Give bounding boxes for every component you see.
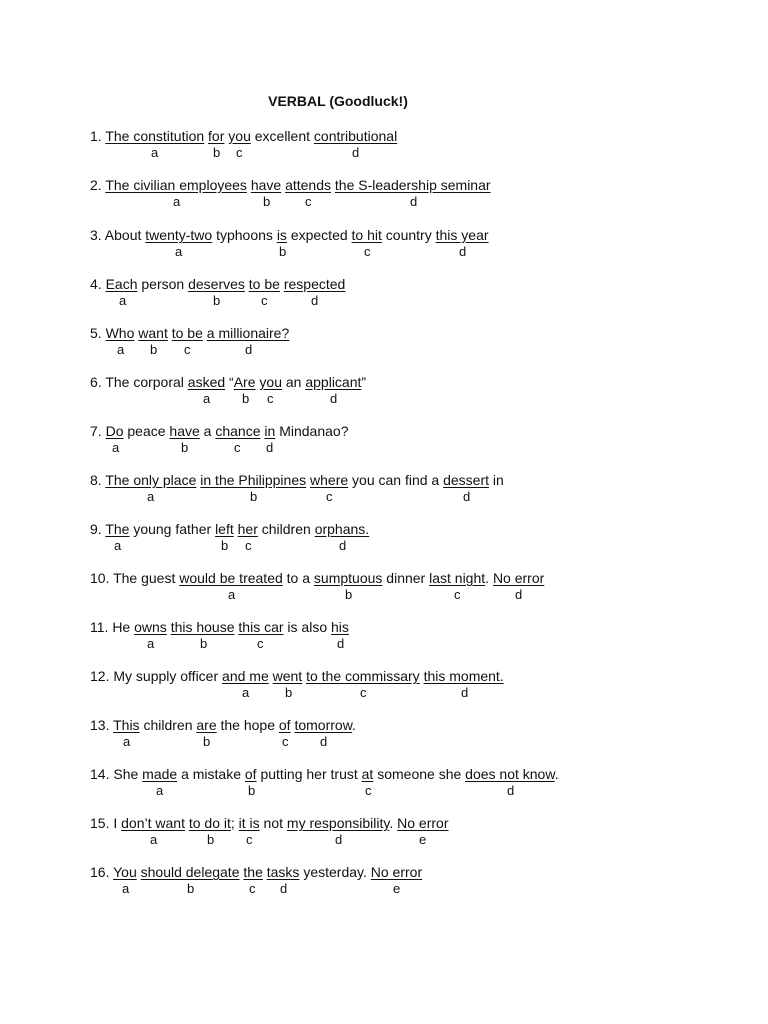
option-letter: d xyxy=(337,636,345,651)
option-letter: c xyxy=(454,587,461,602)
underlined-option: you xyxy=(259,374,282,390)
sentence-text: . xyxy=(485,570,493,586)
underlined-option: her xyxy=(237,521,258,537)
question-sentence xyxy=(90,619,349,636)
question-sentence xyxy=(90,864,422,881)
option-letter: c xyxy=(364,244,371,259)
question-item xyxy=(90,128,760,168)
option-letter: b xyxy=(263,194,271,209)
underlined-option: a millionaire? xyxy=(206,325,290,341)
underlined-option: to do it xyxy=(188,815,231,831)
option-letter: d xyxy=(352,145,360,160)
option-letter: b xyxy=(250,489,258,504)
question-sentence xyxy=(90,423,348,440)
sentence-text: . xyxy=(389,815,398,831)
question-sentence xyxy=(90,325,289,342)
underlined-option: it is xyxy=(238,815,260,831)
option-letter: c xyxy=(282,734,289,749)
option-letter: b xyxy=(242,391,250,406)
question-sentence xyxy=(90,570,544,587)
underlined-option: this car xyxy=(238,619,284,635)
sentence-text: you can find a xyxy=(348,472,444,488)
underlined-option: to hit xyxy=(351,227,382,243)
sentence-text: 5. xyxy=(90,325,106,341)
option-letter: b xyxy=(213,293,221,308)
underlined-option: have xyxy=(169,423,200,439)
option-letter: a xyxy=(112,440,120,455)
underlined-option: the xyxy=(243,864,263,880)
question-sentence xyxy=(90,374,366,391)
underlined-option: does not know xyxy=(465,766,555,782)
underlined-option: of xyxy=(244,766,257,782)
sentence-text: children xyxy=(139,717,197,733)
option-letter: d xyxy=(330,391,338,406)
underlined-option: applicant xyxy=(305,374,362,390)
sentence-text: country xyxy=(381,227,436,243)
option-letter: d xyxy=(410,194,418,209)
option-letter: b xyxy=(203,734,211,749)
sentence-text: ” xyxy=(361,374,367,390)
sentence-text: . xyxy=(352,717,356,733)
question-item xyxy=(90,276,760,316)
sentence-text: yesterday. xyxy=(299,864,371,880)
underlined-option: respected xyxy=(283,276,346,292)
option-letter: a xyxy=(173,194,181,209)
option-letter: a xyxy=(117,342,125,357)
option-letter: c xyxy=(257,636,264,651)
option-letter: b xyxy=(150,342,158,357)
underlined-option: This xyxy=(113,717,140,733)
underlined-option: and me xyxy=(222,668,269,684)
option-letter: a xyxy=(228,587,236,602)
question-sentence xyxy=(90,668,504,685)
option-letter: c xyxy=(184,342,191,357)
underlined-option: deserves xyxy=(188,276,245,292)
option-letter: a xyxy=(123,734,131,749)
sentence-text: 2. xyxy=(90,177,106,193)
option-letter: c xyxy=(236,145,243,160)
option-letter: b xyxy=(200,636,208,651)
sentence-text: a mistake xyxy=(177,766,245,782)
underlined-option: chance xyxy=(215,423,261,439)
underlined-option: would be treated xyxy=(179,570,283,586)
option-letter: c xyxy=(305,194,312,209)
option-letter: d xyxy=(461,685,469,700)
option-letter: b xyxy=(187,881,195,896)
sentence-text: in xyxy=(489,472,504,488)
underlined-option: dessert xyxy=(443,472,490,488)
underlined-option: don’t want xyxy=(121,815,185,831)
underlined-option: owns xyxy=(134,619,167,635)
question-item xyxy=(90,374,760,414)
option-letter: b xyxy=(207,832,215,847)
underlined-option: Do xyxy=(105,423,124,439)
sentence-text: expected xyxy=(286,227,352,243)
underlined-option: in the Philippines xyxy=(200,472,307,488)
option-letter: d xyxy=(507,783,515,798)
underlined-option: No error xyxy=(492,570,545,586)
question-item xyxy=(90,423,760,463)
sentence-text: a xyxy=(199,423,216,439)
underlined-option: are xyxy=(196,717,217,733)
sentence-text: 11. He xyxy=(90,619,135,635)
option-letter: a xyxy=(175,244,183,259)
sentence-text: 1. xyxy=(90,128,106,144)
question-item xyxy=(90,521,760,561)
option-letter: a xyxy=(122,881,130,896)
underlined-option: sumptuous xyxy=(313,570,383,586)
underlined-option: want xyxy=(138,325,168,341)
underlined-option: left xyxy=(215,521,234,537)
question-item xyxy=(90,668,760,708)
option-letter: a xyxy=(119,293,127,308)
option-letter: b xyxy=(181,440,189,455)
underlined-option: tomorrow xyxy=(294,717,353,733)
sentence-text: 9. xyxy=(90,521,106,537)
sentence-text: someone she xyxy=(373,766,466,782)
option-letter: d xyxy=(459,244,467,259)
question-sentence xyxy=(90,815,449,832)
page-title: VERBAL (Goodluck!) xyxy=(268,93,408,109)
option-letter: c xyxy=(261,293,268,308)
option-letter: c xyxy=(326,489,333,504)
option-letter: c xyxy=(234,440,241,455)
question-item xyxy=(90,227,760,267)
sentence-text: to a xyxy=(282,570,314,586)
option-letter: a xyxy=(150,832,158,847)
option-letter: a xyxy=(156,783,164,798)
underlined-option: is xyxy=(276,227,287,243)
option-letter: a xyxy=(114,538,122,553)
underlined-option: You xyxy=(113,864,137,880)
option-letter: a xyxy=(147,489,155,504)
underlined-option: orphans. xyxy=(314,521,370,537)
option-letter: a xyxy=(203,391,211,406)
question-sentence xyxy=(90,472,504,489)
option-letter: d xyxy=(245,342,253,357)
underlined-option: attends xyxy=(285,177,332,193)
underlined-option: to the commissary xyxy=(306,668,420,684)
sentence-text: peace xyxy=(123,423,170,439)
question-sentence xyxy=(90,227,489,244)
underlined-option: The only place xyxy=(105,472,197,488)
sentence-text: 12. My supply officer xyxy=(90,668,223,684)
sentence-text: excellent xyxy=(250,128,314,144)
underlined-option: The civilian employees xyxy=(105,177,247,193)
option-letter: b xyxy=(213,145,221,160)
question-item xyxy=(90,472,760,512)
option-letter: d xyxy=(280,881,288,896)
option-letter: c xyxy=(249,881,256,896)
underlined-option: at xyxy=(361,766,374,782)
sentence-text: person xyxy=(137,276,189,292)
question-item xyxy=(90,325,760,365)
underlined-option: asked xyxy=(187,374,226,390)
question-item xyxy=(90,177,760,217)
question-item xyxy=(90,570,760,610)
underlined-option: The constitution xyxy=(105,128,205,144)
option-letter: b xyxy=(285,685,293,700)
question-sentence xyxy=(90,276,345,293)
underlined-option: my responsibility xyxy=(286,815,390,831)
underlined-option: No error xyxy=(370,864,423,880)
option-letter: c xyxy=(360,685,367,700)
option-letter: d xyxy=(320,734,328,749)
question-sentence xyxy=(90,521,369,538)
sentence-text: is also xyxy=(283,619,331,635)
underlined-option: The xyxy=(105,521,130,537)
underlined-option: have xyxy=(250,177,282,193)
option-letter: b xyxy=(248,783,256,798)
underlined-option: in xyxy=(264,423,276,439)
underlined-option: where xyxy=(310,472,349,488)
underlined-option: his xyxy=(331,619,349,635)
sentence-text: 4. xyxy=(90,276,106,292)
underlined-option: twenty-two xyxy=(145,227,213,243)
option-letter: d xyxy=(266,440,274,455)
option-letter: a xyxy=(151,145,159,160)
question-item xyxy=(90,766,760,806)
underlined-option: this moment. xyxy=(423,668,504,684)
question-sentence xyxy=(90,128,397,145)
sentence-text: . xyxy=(554,766,559,782)
sentence-text: an xyxy=(281,374,306,390)
question-sentence xyxy=(90,766,559,783)
option-letter: e xyxy=(393,881,401,896)
underlined-option: this house xyxy=(170,619,235,635)
option-letter: c xyxy=(245,538,252,553)
sentence-text: the hope xyxy=(216,717,279,733)
option-letter: d xyxy=(339,538,347,553)
question-item xyxy=(90,619,760,659)
sentence-text: “ xyxy=(225,374,234,390)
underlined-option: made xyxy=(142,766,178,782)
sentence-text: Mindanao? xyxy=(275,423,349,439)
underlined-option: you xyxy=(228,128,251,144)
sentence-text: 3. About xyxy=(90,227,146,243)
option-letter: d xyxy=(463,489,471,504)
sentence-text: children xyxy=(257,521,315,537)
question-item xyxy=(90,717,760,757)
option-letter: c xyxy=(246,832,253,847)
question-item xyxy=(90,864,760,904)
option-letter: a xyxy=(147,636,155,651)
sentence-text: 6. The corporal xyxy=(90,374,188,390)
underlined-option: Are xyxy=(233,374,256,390)
underlined-option: last night xyxy=(429,570,486,586)
underlined-option: to be xyxy=(248,276,280,292)
option-letter: a xyxy=(242,685,250,700)
underlined-option: Who xyxy=(105,325,135,341)
option-letter: b xyxy=(279,244,287,259)
sentence-text: 7. xyxy=(90,423,106,439)
option-letter: e xyxy=(419,832,427,847)
underlined-option: to be xyxy=(171,325,203,341)
sentence-text: putting her trust xyxy=(256,766,362,782)
sentence-text: dinner xyxy=(382,570,430,586)
question-item xyxy=(90,815,760,855)
underlined-option: the S-leadership seminar xyxy=(334,177,491,193)
question-sentence xyxy=(90,717,356,734)
option-letter: d xyxy=(515,587,523,602)
option-letter: d xyxy=(311,293,319,308)
sentence-text: typhoons xyxy=(212,227,277,243)
underlined-option: of xyxy=(278,717,291,733)
question-sentence xyxy=(90,177,491,194)
sentence-text: 8. xyxy=(90,472,106,488)
sentence-text: young father xyxy=(129,521,216,537)
sentence-text: 16. xyxy=(90,864,114,880)
underlined-option: should delegate xyxy=(140,864,240,880)
sentence-text: 14. She xyxy=(90,766,143,782)
option-letter: c xyxy=(365,783,372,798)
underlined-option: tasks xyxy=(266,864,300,880)
sentence-text: 15. I xyxy=(90,815,122,831)
underlined-option: Each xyxy=(105,276,138,292)
option-letter: d xyxy=(335,832,343,847)
sentence-text: 10. The guest xyxy=(90,570,180,586)
option-letter: b xyxy=(221,538,229,553)
underlined-option: this year xyxy=(435,227,489,243)
option-letter: c xyxy=(267,391,274,406)
option-letter: b xyxy=(345,587,353,602)
sentence-text: not xyxy=(259,815,287,831)
sentence-text: 13. xyxy=(90,717,114,733)
underlined-option: No error xyxy=(397,815,449,831)
sentence-text: ; xyxy=(230,815,239,831)
underlined-option: contributional xyxy=(313,128,398,144)
underlined-option: went xyxy=(272,668,303,684)
underlined-option: for xyxy=(208,128,225,144)
